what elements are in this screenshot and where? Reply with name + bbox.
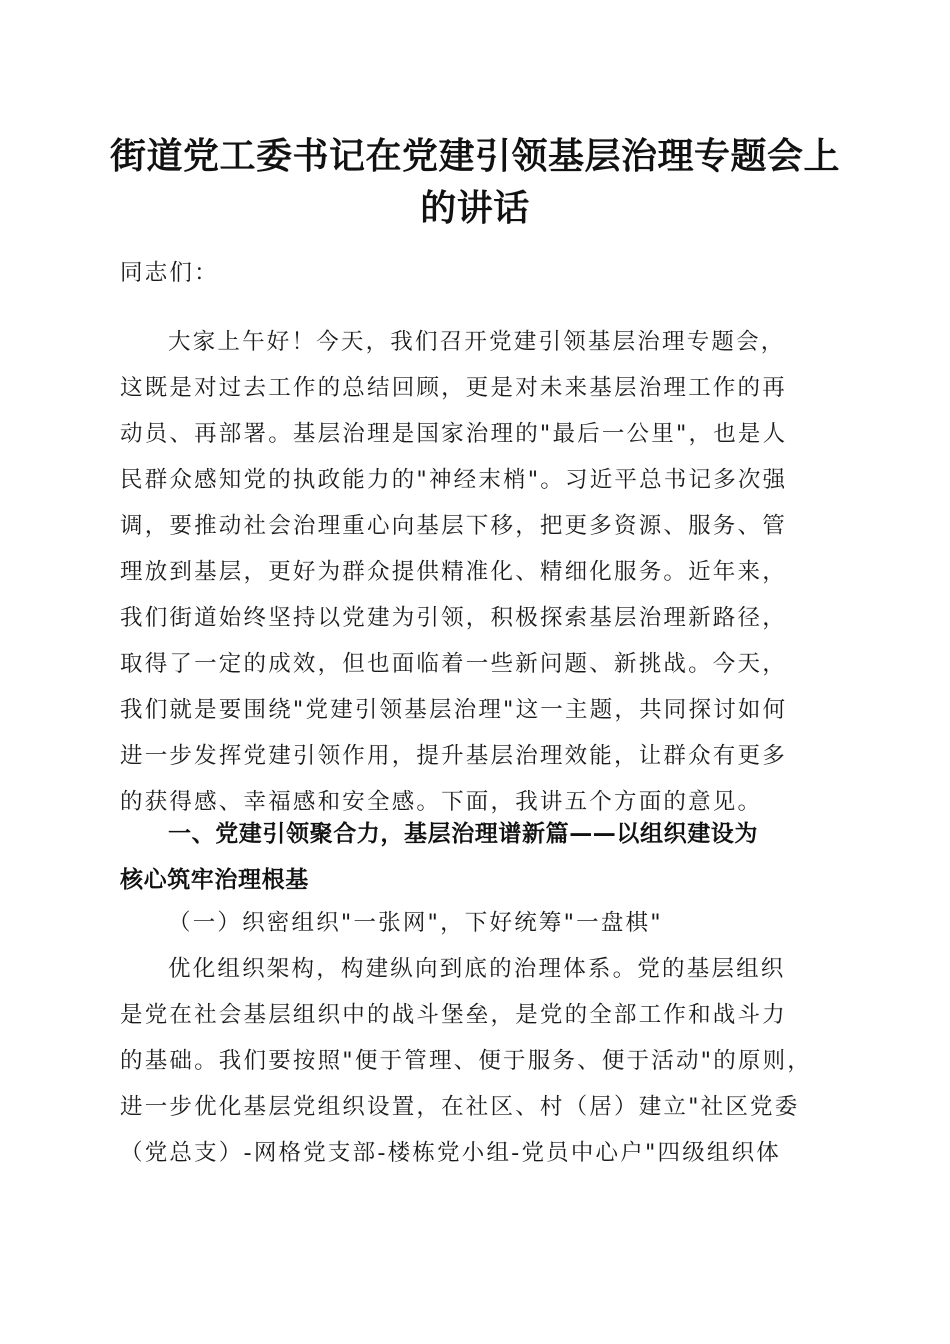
paragraph-line: 理放到基层，更好为群众提供精准化、精细化服务。近年来， — [120, 559, 787, 585]
paragraph-section-1 — [120, 946, 832, 1176]
paragraph-line: 我们街道始终坚持以党建为引领，积极探索基层治理新路径， — [120, 605, 787, 631]
paragraph-line: 进一步发挥党建引领作用，提升基层治理效能，让群众有更多 — [120, 743, 787, 769]
paragraph-line: 大家上午好！今天，我们召开党建引领基层治理专题会， — [168, 329, 786, 355]
paragraph-line: 是党在社会基层组织中的战斗堡垒，是党的全部工作和战斗力 — [120, 1002, 787, 1028]
section-heading-1 — [120, 811, 832, 903]
salutation-text: 同志们： — [120, 260, 219, 286]
paragraph-line: 取得了一定的成效，但也面临着一些新问题、新挑战。今天， — [120, 651, 787, 677]
paragraph-line: 进一步优化基层党组织设置，在社区、村（居）建立"社区党委 — [120, 1094, 800, 1120]
paragraph-line: 我们就是要围绕"党建引领基层治理"这一主题，共同探讨如何 — [120, 697, 788, 723]
title-line: 街道党工委书记在党建引领基层治理专题会上 — [109, 135, 840, 177]
paragraph-line: 优化组织架构，构建纵向到底的治理体系。党的基层组织 — [168, 956, 786, 982]
salutation — [120, 250, 832, 296]
subsection-heading-text: （一）织密组织"一张网"，下好统筹"一盘棋" — [168, 910, 663, 936]
subsection-heading — [120, 900, 832, 946]
paragraph-line: （党总支）-网格党支部-楼栋党小组-党员中心户"四级组织体 — [120, 1140, 782, 1166]
paragraph-line: 的获得感、幸福感和安全感。下面，我讲五个方面的意见。 — [120, 789, 763, 815]
paragraph-line: 调，要推动社会治理重心向基层下移，把更多资源、服务、管 — [120, 513, 787, 539]
paragraph-line: 这既是对过去工作的总结回顾，更是对未来基层治理工作的再 — [120, 375, 787, 401]
paragraph-line: 民群众感知党的执政能力的"神经末梢"。习近平总书记多次强 — [120, 467, 788, 493]
heading-line: 一、党建引领聚合力，基层治理谱新篇——以组织建设为 — [168, 821, 758, 847]
title-line: 的讲话 — [420, 187, 530, 229]
paragraph-line: 动员、再部署。基层治理是国家治理的"最后一公里"，也是人 — [120, 421, 788, 447]
paragraph-intro — [120, 319, 832, 825]
heading-line: 核心筑牢治理根基 — [120, 867, 309, 893]
paragraph-line: 的基础。我们要按照"便于管理、便于服务、便于活动"的原则， — [120, 1048, 812, 1074]
document-title — [100, 130, 850, 234]
